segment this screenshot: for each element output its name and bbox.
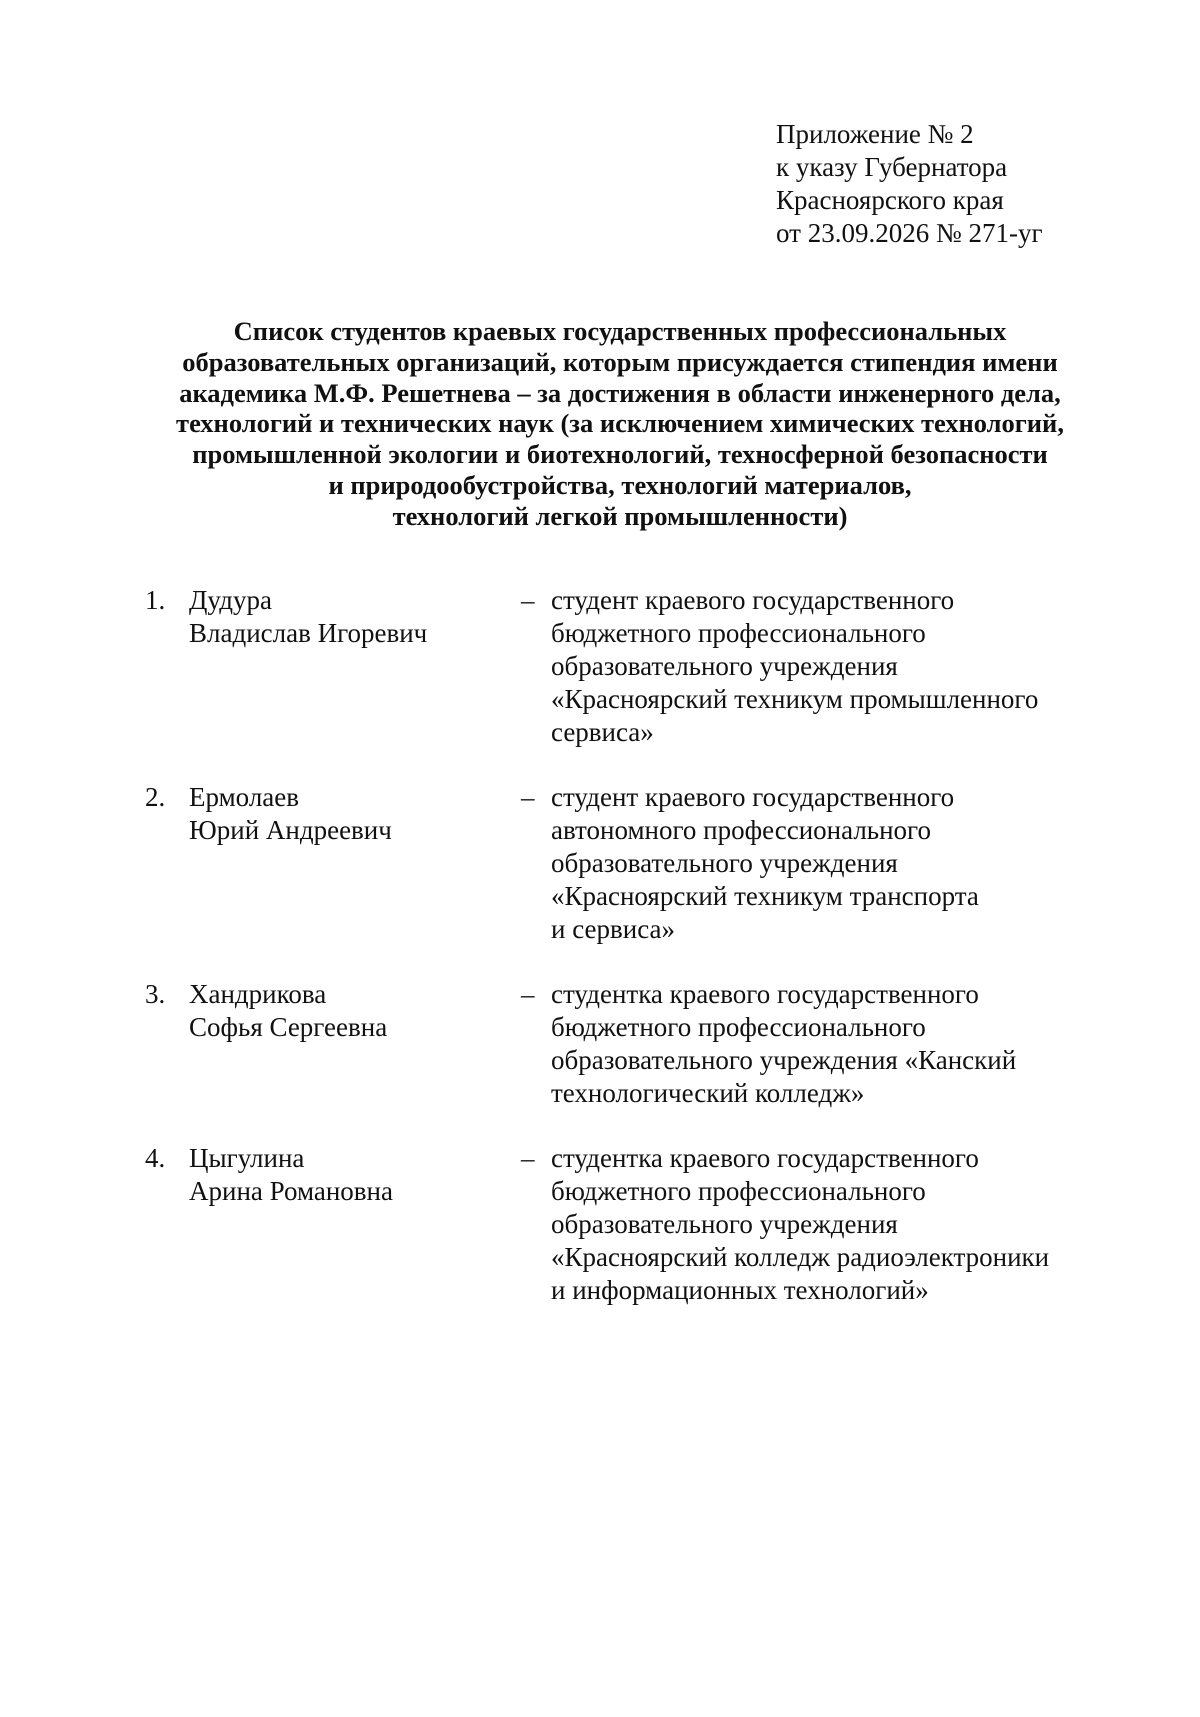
list-item-number: 4.	[145, 1143, 166, 1173]
dash-separator: –	[521, 782, 535, 812]
student-surname: Ермолаев	[189, 782, 300, 812]
description-line: студент краевого государственного	[551, 782, 955, 812]
description-line: и сервиса»	[551, 914, 675, 944]
appendix-line: Красноярского края	[776, 185, 1004, 215]
title-line: промышленной экологии и биотехнологий, техносферной безопасности	[192, 439, 1048, 470]
student-surname: Хандрикова	[189, 979, 327, 1009]
student-name	[189, 1142, 509, 1208]
description-line: бюджетного профессионального	[551, 1176, 926, 1206]
description-line: «Красноярский колледж радиоэлектроники	[551, 1242, 1050, 1272]
description-line: образовательного учреждения	[551, 848, 898, 878]
description-line: студентка краевого государственного	[551, 979, 979, 1009]
description-line: образовательного учреждения	[551, 1209, 898, 1239]
title-line: академика М.Ф. Решетнева – за достижения в области инженерного дела,	[179, 377, 1061, 408]
student-surname: Цыгулина	[189, 1143, 305, 1173]
description-line: образовательного учреждения	[551, 651, 898, 681]
student-description	[551, 781, 1111, 946]
student-surname: Дудура	[189, 585, 272, 615]
title-line: Список студентов краевых государственных профессиональных	[233, 316, 1007, 346]
student-name	[189, 978, 509, 1044]
student-given-name: Арина Романовна	[189, 1176, 393, 1206]
description-line: образовательного учреждения «Канский	[551, 1045, 1017, 1075]
student-description	[551, 1142, 1111, 1307]
description-line: и информационных технологий»	[551, 1275, 929, 1305]
description-line: студент краевого государственного	[551, 585, 955, 615]
title-line: технологий легкой промышленности)	[392, 500, 848, 531]
title-line: образовательных организаций, которым присуждается стипендия имени	[182, 346, 1058, 377]
dash-separator: –	[521, 1143, 535, 1173]
student-given-name: Владислав Игоревич	[189, 618, 428, 648]
appendix-header	[776, 118, 1156, 250]
student-name	[189, 584, 509, 650]
title-line: технологий и технических наук (за исключением химических технологий,	[176, 408, 1064, 439]
description-line: технологический колледж»	[551, 1078, 865, 1108]
student-description	[551, 584, 1111, 749]
description-line: «Красноярский техникум транспорта	[551, 881, 979, 911]
description-line: бюджетного профессионального	[551, 618, 926, 648]
student-name	[189, 781, 509, 847]
list-item-number: 1.	[145, 585, 166, 615]
description-line: «Красноярский техникум промышленного	[551, 684, 1039, 714]
description-line: сервиса»	[551, 717, 654, 747]
description-line: автономного профессионального	[551, 815, 931, 845]
title-line: и природообустройства, технологий материалов,	[328, 469, 912, 500]
student-given-name: Юрий Андреевич	[189, 815, 392, 845]
student-given-name: Софья Сергеевна	[189, 1012, 388, 1042]
dash-separator: –	[521, 585, 535, 615]
student-description	[551, 978, 1111, 1110]
description-line: бюджетного профессионального	[551, 1012, 926, 1042]
appendix-line: Приложение № 2	[776, 119, 974, 149]
appendix-line: к указу Губернатора	[776, 152, 1008, 182]
document-title	[120, 316, 1120, 532]
dash-separator: –	[521, 979, 535, 1009]
description-line: студентка краевого государственного	[551, 1143, 979, 1173]
appendix-line: от 23.09.2026 № 271-уг	[776, 218, 1043, 248]
list-item-number: 3.	[145, 979, 166, 1009]
list-item-number: 2.	[145, 782, 166, 812]
